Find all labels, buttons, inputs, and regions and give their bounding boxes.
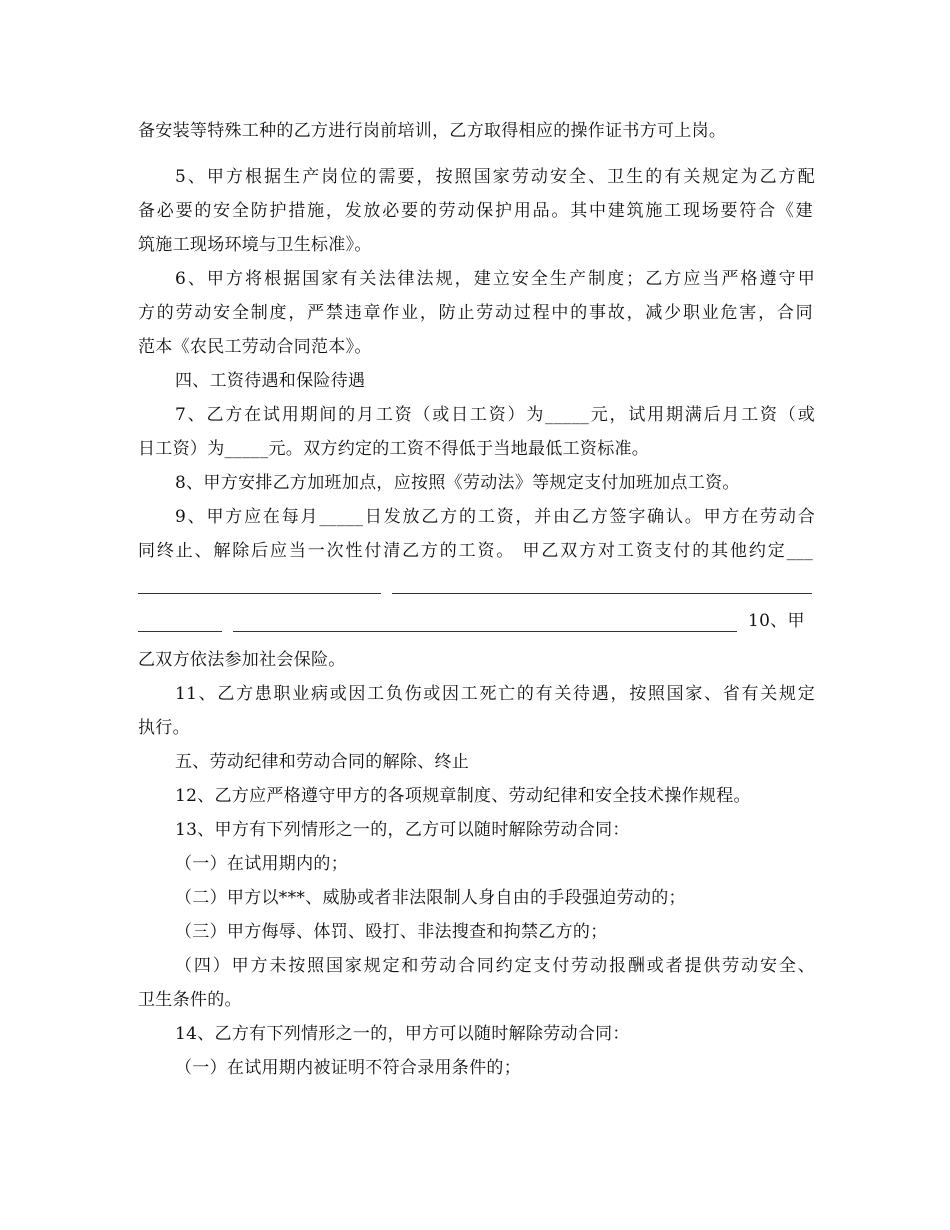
list-item: （一）在试用期内的； [175, 854, 348, 874]
blank-line [138, 593, 381, 594]
blank-line [138, 631, 222, 632]
section-heading-5: 五、劳动纪律和劳动合同的解除、终止 [175, 752, 470, 772]
clause-10: 10、甲 [748, 611, 805, 631]
text-line: 备安装等特殊工种的乙方进行岗前培训，乙方取得相应的操作证书方可上岗。 [138, 121, 727, 141]
text-line: 日工资）为_____元。双方约定的工资不得低于当地最低工资标准。 [138, 439, 650, 459]
text-line: 筑施工现场环境与卫生标准》。 [138, 235, 372, 255]
list-item: （二）甲方以***、威胁或者非法限制人身自由的手段强迫劳动的； [175, 888, 686, 908]
clause-13: 13、甲方有下列情形之一的，乙方可以随时解除劳动合同： [175, 820, 630, 840]
text-line: 范本《农民工劳动合同范本》。 [138, 337, 372, 357]
clause-9: 9、甲方应在每月_____日发放乙方的工资，并由乙方签字确认。甲方在劳动合 [175, 507, 815, 527]
text-line: 卫生条件的。 [138, 990, 242, 1010]
blank-line [233, 631, 737, 632]
text-line: 乙双方依法参加社会保险。 [138, 650, 346, 670]
clause-7: 7、乙方在试用期间的月工资（或日工资）为_____元，试用期满后月工资（或 [175, 405, 815, 425]
text-line: 备必要的安全防护措施，发放必要的劳动保护用品。其中建筑施工现场要符合《建 [138, 201, 813, 221]
clause-5: 5、甲方根据生产岗位的需要，按照国家劳动安全、卫生的有关规定为乙方配 [175, 167, 815, 187]
clause-12: 12、乙方应严格遵守甲方的各项规章制度、劳动纪律和安全技术操作规程。 [175, 786, 751, 806]
clause-8: 8、甲方安排乙方加班加点，应按照《劳动法》等规定支付加班加点工资。 [175, 473, 740, 493]
clause-11: 11、乙方患职业病或因工负伤或因工死亡的有关待遇，按照国家、省有关规定 [175, 684, 815, 704]
blank-line [392, 593, 812, 594]
list-item: （一）在试用期内被证明不符合录用条件的； [175, 1058, 521, 1078]
text-line: 执行。 [138, 718, 190, 738]
list-item: （三）甲方侮辱、体罚、殴打、非法搜查和拘禁乙方的； [175, 922, 608, 942]
text-line: 同终止、解除后应当一次性付清乙方的工资。 甲乙双方对工资支付的其他约定___ [138, 541, 813, 561]
clause-14: 14、乙方有下列情形之一的，甲方可以随时解除劳动合同： [175, 1024, 630, 1044]
section-heading-4: 四、工资待遇和保险待遇 [175, 371, 366, 391]
text-line: 方的劳动安全制度，严禁违章作业，防止劳动过程中的事故，减少职业危害，合同 [138, 303, 813, 323]
list-item: （四）甲方未按照国家规定和劳动合同约定支付劳动报酬或者提供劳动安全、 [175, 956, 815, 976]
clause-6: 6、甲方将根据国家有关法律法规，建立安全生产制度；乙方应当严格遵守甲 [175, 269, 815, 289]
